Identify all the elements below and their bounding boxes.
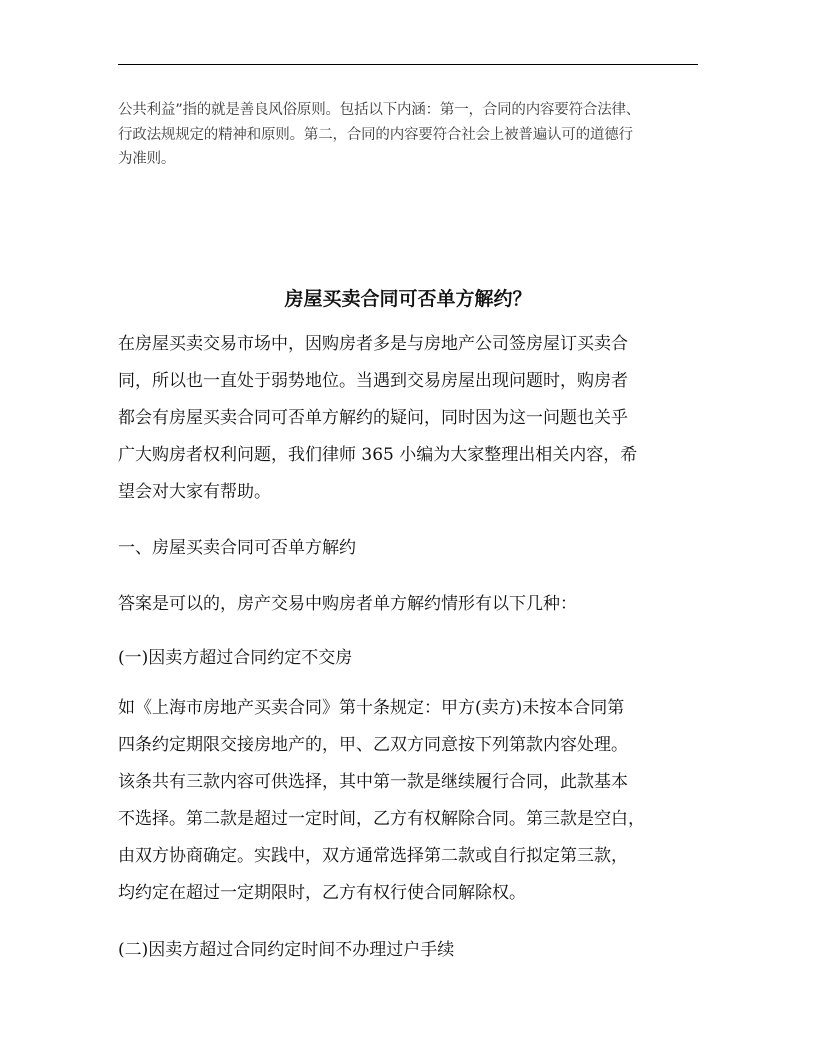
article-title: 房屋买卖合同可否单方解约？ bbox=[284, 288, 532, 310]
paragraph-line: 四条约定期限交接房地产的，甲、乙双方同意按下列第款内容处理。 bbox=[118, 735, 628, 755]
paragraph-line: 该条共有三款内容可供选择，其中第一款是继续履行合同，此款基本 bbox=[118, 772, 628, 792]
subheading-1: (一)因卖方超过合同约定不交房 bbox=[118, 648, 353, 668]
answer-text: 答案是可以的，房产交易中购房者单方解约情形有以下几种： bbox=[118, 594, 577, 614]
intro-line: 为准则。 bbox=[118, 151, 176, 167]
paragraph-line: 望会对大家有帮助。 bbox=[118, 482, 271, 502]
subheading-2: (二)因卖方超过合同约定时间不办理过户手续 bbox=[118, 940, 455, 960]
intro-line: 行政法规规定的精神和原则。第二，合同的内容要符合社会上被普遍认可的道德行 bbox=[118, 126, 633, 143]
paragraph-line: 由双方协商确定。实践中，双方通常选择第二款或自行拟定第三款， bbox=[118, 846, 628, 866]
paragraph-intro bbox=[118, 326, 718, 511]
paragraph-line: 均约定在超过一定期限时，乙方有权行使合同解除权。 bbox=[118, 883, 526, 903]
intro-line: 公共利益”指的就是善良风俗原则。包括以下内涵：第一，合同的内容要符合法律、 bbox=[118, 102, 641, 118]
section-heading: 一、房屋买卖合同可否单方解约 bbox=[118, 538, 356, 558]
intro-paragraph bbox=[118, 98, 700, 172]
paragraph-line: 广大购房者权利问题，我们律师 365 小编为大家整理出相关内容，希 bbox=[118, 445, 638, 465]
paragraph-line: 在房屋买卖交易市场中，因购房者多是与房地产公司签房屋订买卖合 bbox=[118, 334, 628, 354]
paragraph-line: 都会有房屋买卖合同可否单方解约的疑问，同时因为这一问题也关乎 bbox=[118, 408, 628, 428]
paragraph-line: 如《上海市房地产买卖合同》第十条规定：甲方(卖方)未按本合同第 bbox=[118, 698, 625, 718]
paragraph-line: 同，所以也一直处于弱势地位。当遇到交易房屋出现问题时，购房者 bbox=[118, 371, 628, 391]
paragraph-contract bbox=[118, 690, 718, 912]
header-rule bbox=[118, 64, 698, 65]
paragraph-line: 不选择。第二款是超过一定时间，乙方有权解除合同。第三款是空白， bbox=[118, 809, 645, 829]
